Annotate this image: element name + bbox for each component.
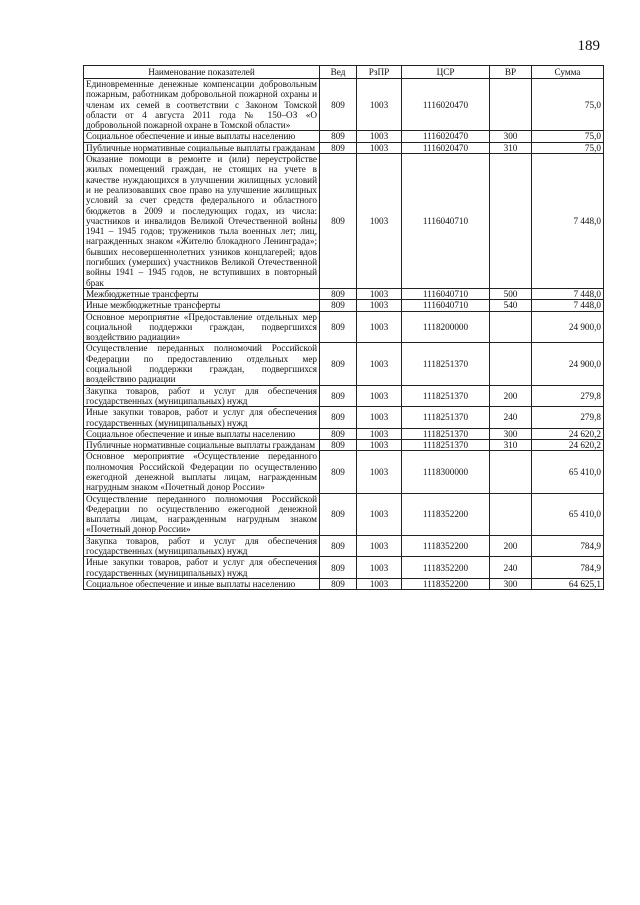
row-name: Осуществление переданного полномочия Российской Федерации по осуществлению ежегодной денежной выплаты лицам, награжденным нагрудным знаком «Почетный донор России»	[84, 493, 320, 535]
row-sum: 75,0	[532, 142, 604, 153]
table-body	[84, 79, 604, 590]
row-vr: 240	[490, 557, 532, 579]
row-sum: 75,0	[532, 79, 604, 131]
row-vr	[490, 154, 532, 289]
row-vr: 310	[490, 142, 532, 153]
row-name: Иные закупки товаров, работ и услуг для обеспечения государственных (муниципальных) нужд	[84, 557, 320, 579]
row-vr: 200	[490, 385, 532, 407]
row-vr: 500	[490, 288, 532, 299]
header-ved: Вед	[320, 66, 357, 79]
row-rzpr: 1003	[357, 535, 402, 557]
row-rzpr: 1003	[357, 451, 402, 493]
row-name: Межбюджетные трансферты	[84, 288, 320, 299]
table-row	[84, 535, 604, 557]
row-rzpr: 1003	[357, 493, 402, 535]
header-name: Наименование показателей	[84, 66, 320, 79]
row-vr: 300	[490, 578, 532, 589]
table-row	[84, 79, 604, 131]
row-sum: 65 410,0	[532, 493, 604, 535]
row-ved: 809	[320, 154, 357, 289]
row-csr: 1118352200	[402, 578, 490, 589]
row-rzpr: 1003	[357, 311, 402, 343]
row-name: Публичные нормативные социальные выплаты гражданам	[84, 440, 320, 451]
table-row	[84, 451, 604, 493]
row-name: Основное мероприятие «Осуществление переданного полномочия Российской Федерации по осуществлению ежегодной денежной выплаты лицам, награжденным нагрудным знаком «Почетный донор России»	[84, 451, 320, 493]
row-csr: 1116040710	[402, 154, 490, 289]
row-ved: 809	[320, 131, 357, 142]
row-rzpr: 1003	[357, 142, 402, 153]
row-vr: 540	[490, 300, 532, 311]
header-csr: ЦСР	[402, 66, 490, 79]
row-ved: 809	[320, 79, 357, 131]
row-name: Закупка товаров, работ и услуг для обеспечения государственных (муниципальных) нужд	[84, 535, 320, 557]
row-name: Оказание помощи в ремонте и (или) переустройстве жилых помещений граждан, не стоящих на учете в качестве нуждающихся в улучшении жилищных условий и не реализовавших свое право на улучшение жилищных условий за счет средств федерального и областного бюджетов в 2009 и последующих годах, из числа: участников и инвалидов Великой Отечественной войны 1941 – 1945 годов; тружеников тыла военных лет; лиц, награжденных знаком «Жителю блокадного Ленинграда»; бывших несовершеннолетних узников концлагерей; вдов погибших (умерших) участников Великой Отечественной войны 1941 – 1945 годов, не вступивших в повторный брак	[84, 154, 320, 289]
row-sum: 24 900,0	[532, 311, 604, 343]
table-row	[84, 154, 604, 289]
row-vr: 200	[490, 535, 532, 557]
table-row	[84, 142, 604, 153]
row-csr: 1118352200	[402, 493, 490, 535]
row-csr: 1118251370	[402, 343, 490, 385]
row-name: Иные межбюджетные трансферты	[84, 300, 320, 311]
row-rzpr: 1003	[357, 131, 402, 142]
row-name: Основное мероприятие «Предоставление отдельных мер социальной поддержки граждан, подвергшихся воздействию радиации»	[84, 311, 320, 343]
row-sum: 7 448,0	[532, 154, 604, 289]
row-sum: 24 620,2	[532, 428, 604, 439]
row-ved: 809	[320, 288, 357, 299]
table-row	[84, 493, 604, 535]
row-vr: 300	[490, 428, 532, 439]
row-vr	[490, 343, 532, 385]
table-row	[84, 428, 604, 439]
table-row	[84, 311, 604, 343]
row-csr: 1116040710	[402, 300, 490, 311]
table-row	[84, 407, 604, 429]
row-sum: 64 625,1	[532, 578, 604, 589]
table-row	[84, 288, 604, 299]
row-rzpr: 1003	[357, 440, 402, 451]
row-rzpr: 1003	[357, 578, 402, 589]
table-header-row	[84, 66, 604, 79]
table-row	[84, 131, 604, 142]
row-csr: 1116040710	[402, 288, 490, 299]
row-rzpr: 1003	[357, 288, 402, 299]
row-csr: 1118251370	[402, 385, 490, 407]
row-ved: 809	[320, 300, 357, 311]
row-ved: 809	[320, 142, 357, 153]
row-ved: 809	[320, 385, 357, 407]
row-name: Социальное обеспечение и иные выплаты населению	[84, 131, 320, 142]
row-csr: 1118251370	[402, 428, 490, 439]
row-name: Единовременные денежные компенсации добровольным пожарным, работникам добровольной пожарной охраны и членам их семей в соответствии с Законом Томской области от 4 августа 2011 года № 150–ОЗ «О добровольной пожарной охране в Томской области»	[84, 79, 320, 131]
row-ved: 809	[320, 535, 357, 557]
row-csr: 1118352200	[402, 535, 490, 557]
row-vr: 310	[490, 440, 532, 451]
row-name: Иные закупки товаров, работ и услуг для обеспечения государственных (муниципальных) нужд	[84, 407, 320, 429]
row-sum: 7 448,0	[532, 288, 604, 299]
row-csr: 1118352200	[402, 557, 490, 579]
budget-table	[83, 65, 604, 590]
table-row	[84, 385, 604, 407]
row-vr: 240	[490, 407, 532, 429]
row-rzpr: 1003	[357, 407, 402, 429]
row-csr: 1118200000	[402, 311, 490, 343]
table-row	[84, 440, 604, 451]
row-name: Осуществление переданных полномочий Российской Федерации по предоставлению отдельных мер социальной поддержки граждан, подвергшихся воздействию радиации	[84, 343, 320, 385]
row-csr: 1118300000	[402, 451, 490, 493]
row-vr	[490, 79, 532, 131]
page-number: 189	[577, 38, 600, 54]
row-sum: 784,9	[532, 557, 604, 579]
row-name: Закупка товаров, работ и услуг для обеспечения государственных (муниципальных) нужд	[84, 385, 320, 407]
row-name: Социальное обеспечение и иные выплаты населению	[84, 578, 320, 589]
row-name: Публичные нормативные социальные выплаты гражданам	[84, 142, 320, 153]
row-csr: 1118251370	[402, 440, 490, 451]
row-sum: 279,8	[532, 407, 604, 429]
row-rzpr: 1003	[357, 428, 402, 439]
row-ved: 809	[320, 343, 357, 385]
row-sum: 24 620,2	[532, 440, 604, 451]
row-ved: 809	[320, 428, 357, 439]
row-csr: 1116020470	[402, 79, 490, 131]
row-rzpr: 1003	[357, 385, 402, 407]
row-sum: 65 410,0	[532, 451, 604, 493]
row-ved: 809	[320, 311, 357, 343]
row-rzpr: 1003	[357, 343, 402, 385]
row-ved: 809	[320, 407, 357, 429]
row-rzpr: 1003	[357, 300, 402, 311]
row-sum: 784,9	[532, 535, 604, 557]
table-row	[84, 557, 604, 579]
row-sum: 7 448,0	[532, 300, 604, 311]
row-ved: 809	[320, 440, 357, 451]
row-vr	[490, 451, 532, 493]
row-csr: 1116020470	[402, 142, 490, 153]
table-row	[84, 343, 604, 385]
table-row	[84, 578, 604, 589]
row-csr: 1118251370	[402, 407, 490, 429]
row-ved: 809	[320, 557, 357, 579]
row-vr	[490, 493, 532, 535]
header-vr: ВР	[490, 66, 532, 79]
row-ved: 809	[320, 578, 357, 589]
header-sum: Сумма	[532, 66, 604, 79]
row-vr	[490, 311, 532, 343]
row-rzpr: 1003	[357, 79, 402, 131]
row-sum: 279,8	[532, 385, 604, 407]
row-csr: 1116020470	[402, 131, 490, 142]
header-rzpr: РзПР	[357, 66, 402, 79]
row-sum: 24 900,0	[532, 343, 604, 385]
row-vr: 300	[490, 131, 532, 142]
row-ved: 809	[320, 451, 357, 493]
row-rzpr: 1003	[357, 557, 402, 579]
row-sum: 75,0	[532, 131, 604, 142]
row-ved: 809	[320, 493, 357, 535]
row-name: Социальное обеспечение и иные выплаты населению	[84, 428, 320, 439]
row-rzpr: 1003	[357, 154, 402, 289]
table-row	[84, 300, 604, 311]
